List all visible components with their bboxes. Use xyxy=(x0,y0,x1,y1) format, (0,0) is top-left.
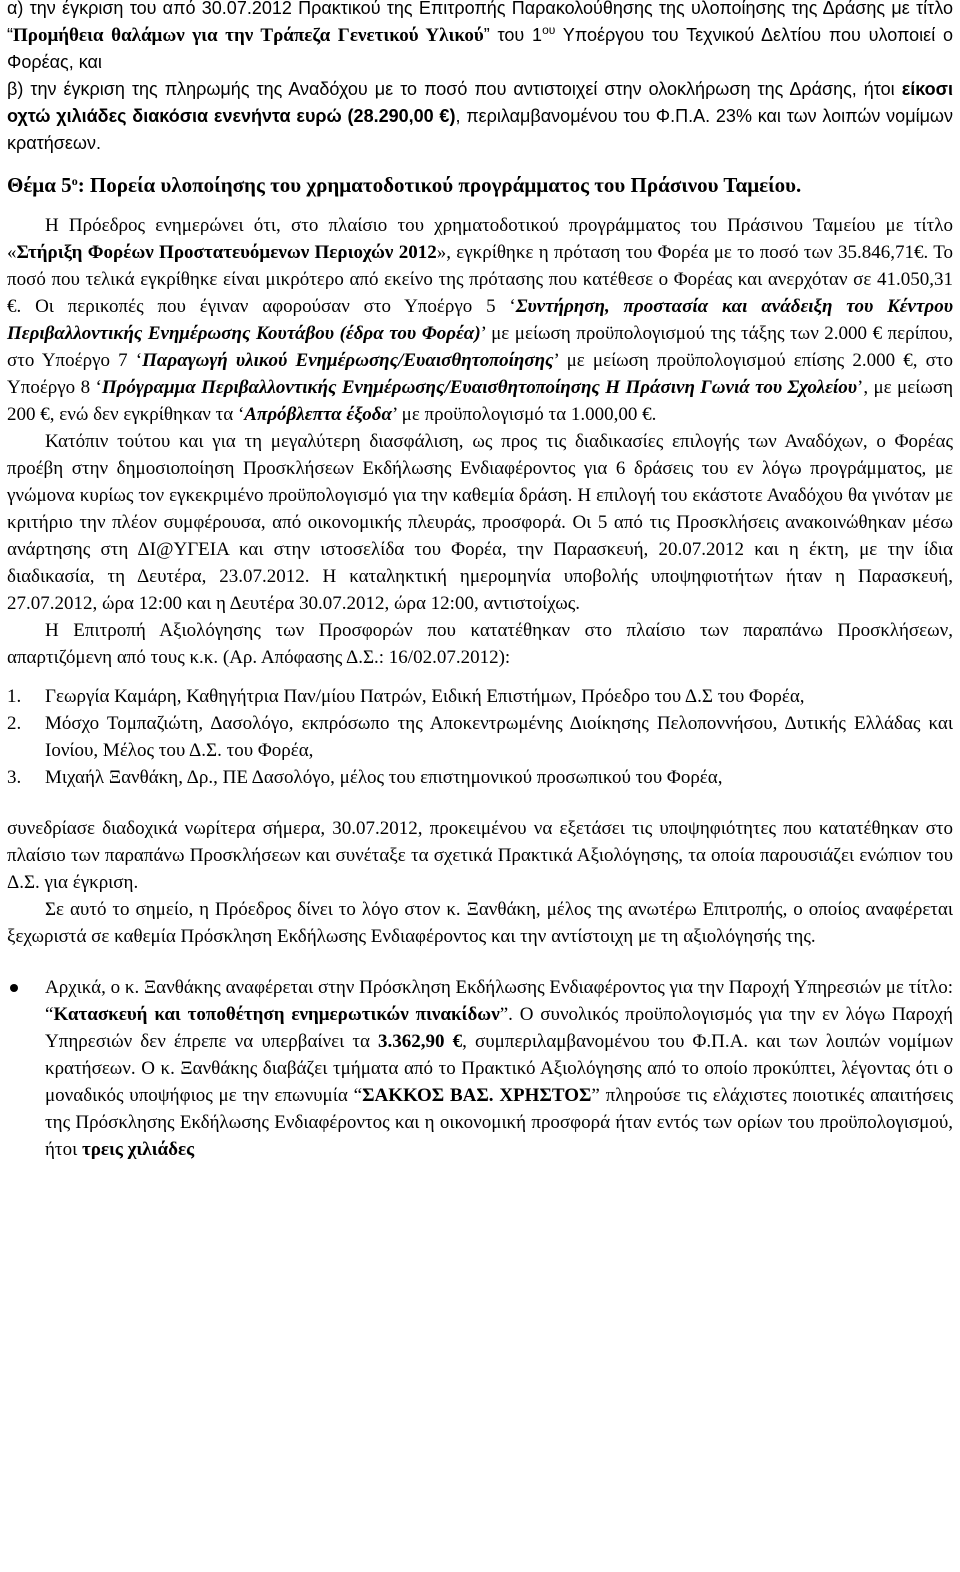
subproject-8-title: Πρόγραμμα Περιβαλλοντικής Ενημέρωσης/Ευαισθητοποίησης Η Πράσινη Γωνιά του Σχολείου xyxy=(101,377,857,398)
list-item xyxy=(7,683,953,710)
paragraph-session: συνεδρίασε διαδοχικά νωρίτερα σήμερα, 30.07.2012, προκειμένου να εξετάσει τις υποψηφιότητες που κατατέθηκαν στο πλαίσιο των παραπάνω Προσκλήσεων και συνέταξε τα σχετικά Πρακτικά Αξιολόγησης, τα οποία παρουσιάζει ενώπιον του Δ.Σ. για έγκριση. xyxy=(7,818,953,893)
spacer xyxy=(7,200,953,212)
paragraph-committee: Η Επιτροπή Αξιολόγησης των Προσφορών που κατατέθηκαν στο πλαίσιο των παραπάνω Προσκλήσεων, απαρτιζόμενη από τους κ.κ. (Αρ. Απόφασης Δ.Σ.: 16/02.07.2012): xyxy=(7,620,953,668)
budget-amount: 3.362,90 € xyxy=(378,1031,463,1052)
spacer xyxy=(7,950,953,974)
committee-members-list xyxy=(7,683,953,791)
paragraph-green-fund xyxy=(7,212,953,428)
list-item xyxy=(7,764,953,791)
service-title: Κατασκευή και τοποθέτηση ενημερωτικών πινακίδων xyxy=(53,1004,500,1025)
contractor-name: ΣΑΚΚΟΣ ΒΑΣ. ΧΡΗΣΤΟΣ xyxy=(362,1085,592,1106)
item-a-title: Προμήθεια θαλάμων για την Τράπεζα Γενετικού Υλικού xyxy=(13,25,484,46)
subproject-7-title: Παραγωγή υλικού Ενημέρωσης/Ευαισθητοποίησης xyxy=(142,350,554,371)
paragraph-text: ’ με μείωση προϋπολογισμού επίσης 2.000 €, στο Υποέργο 8 ‘ xyxy=(7,350,954,398)
topic-heading xyxy=(7,170,953,200)
topic-title: : Πορεία υλοποίησης του χρηματοδοτικού προγράμματος του Πράσινου Ταμείου. xyxy=(77,173,802,197)
spacer xyxy=(7,791,953,815)
list-item xyxy=(7,974,953,1163)
paragraph-chair: Σε αυτό το σημείο, η Πρόεδρος δίνει το λόγο στον κ. Ξανθάκη, μέλος της ανωτέρω Επιτροπής, ο οποίος αναφέρεται ξεχωριστά σε καθεμία Πρόσκληση Εκδήλωσης Ενδιαφέροντος και την αντίστοιχη με τη αξιολόγησής της. xyxy=(7,899,953,947)
list-number: 3. xyxy=(7,767,22,788)
bullet-text: Αρχικά, ο κ. Ξανθάκης αναφέρεται στην Πρόσκληση Εκδήλωσης Ενδιαφέροντος για την Παροχή Υπηρεσιών με τίτλο: “ xyxy=(45,977,953,1025)
paragraph-text: ’ με μείωση προϋπολογισμού της τάξης των 2.000 € περίπου, στο Υποέργο 7 ‘ xyxy=(7,323,954,371)
item-a-superscript: ου xyxy=(542,23,556,37)
paragraph-text: ’, με μείωση 200 €, ενώ δεν εγκρίθηκαν τα ‘ xyxy=(7,377,954,425)
paragraph-invitations: Κατόπιν τούτου και για τη μεγαλύτερη διασφάλιση, ως προς τις διαδικασίες επιλογής των Αναδόχων, ο Φορέας προέβη στην δημοσιοποίηση Προσκλήσεων Εκδήλωσης Ενδιαφέροντος για 6 δράσεις του εν λόγω προγράμματος, με γνώμονα κυρίως τον εγκεκριμένο προϋπολογισμό για την καθεμία δράση. Η επιλογή του εκάστοτε Αναδόχου θα γινόταν με κριτήριο την πλέον συμφέρουσα, από οικονομικής πλευράς, προσφορά. Οι 5 από τις Προσκλήσεις ανακοινώθηκαν μέσω ανάρτησης στη ΔΙ@ΥΓΕΙΑ και στην ιστοσελίδα του Φορέα, την Παρασκευή, 20.07.2012 και η έκτη, με την ίδια διαδικασία, τη Δευτέρα, 23.07.2012. Η καταληκτική ημερομηνία υποβολής υποψηφιοτήτων ήταν η Παρασκευή, 27.07.2012, ώρα 12:00 και η Δευτέρα 30.07.2012, ώρα 12:00, αντιστοίχως. xyxy=(7,431,953,614)
item-b-amount: είκοσι οχτώ χιλιάδες διακόσια ενενήντα ευρώ (28.290,00 €) xyxy=(7,79,953,126)
bullet-text: ” πληρούσε τις ελάχιστες ποιοτικές απαιτήσεις της Πρόσκλησης Εκδήλωσης Ενδιαφέροντος και η οικονομική προσφορά ήταν εντός των ορίων του προϋπολογισμού, ήτοι xyxy=(45,1085,953,1160)
item-a-text-3: Υποέργου του Τεχνικού Δελτίου που υλοποιεί ο Φορέας, και xyxy=(7,25,954,72)
list-number: 1. xyxy=(7,686,22,707)
list-item-text: Γεωργία Καμάρη, Καθηγήτρια Παν/μίου Πατρών, Ειδική Επιστήμων, Πρόεδρο του Δ.Σ του Φορέα, xyxy=(45,686,805,707)
list-item xyxy=(7,710,953,764)
paragraph-text: ’ με προϋπολογισμό τα 1.000,00 €. xyxy=(391,404,657,425)
topic-superscript: ο xyxy=(71,174,78,188)
topic-number: Θέμα 5 xyxy=(7,173,72,197)
item-a-text: α) την έγκριση του από 30.07.2012 Πρακτικού της Επιτροπής Παρακολούθησης της υλοποίησης της Δράσης με τίτλο “ xyxy=(7,0,953,45)
program-title: Στήριξη Φορέων Προστατευόμενων Περιοχών 2012 xyxy=(16,242,437,263)
paragraph-text: Η Πρόεδρος ενημερώνει ότι, στο πλαίσιο του χρηματοδοτικού προγράμματος του Πράσινου Ταμείου με τίτλο « xyxy=(7,215,953,263)
item-a-text-2: ” του 1 xyxy=(483,25,543,45)
item-b-paragraph xyxy=(7,76,953,157)
offer-amount-words: τρεις χιλιάδες xyxy=(81,1139,195,1160)
item-b-text-2: , περιλαμβανομένου του Φ.Π.Α. 23% και των λοιπών νομίμων κρατήσεων. xyxy=(7,106,953,153)
bullet-text: ”. Ο συνολικός προϋπολογισμός για την εν λόγω Παροχή Υπηρεσιών δεν έπρεπε να υπερβαίνει τα xyxy=(45,1004,953,1052)
document-page xyxy=(7,0,953,1163)
bullet-icon xyxy=(10,984,18,992)
bullet-text: , συμπεριλαμβανομένου του Φ.Π.Α. και των λοιπών νομίμων κρατήσεων. Ο κ. Ξανθάκης διαβάζει τμήματα από το Πρακτικό Αξιολόγησης από το οποίο προκύπτει, λέγοντας ότι ο μοναδικός υποψήφιος με την επωνυμία “ xyxy=(45,1031,954,1106)
item-a-paragraph xyxy=(7,0,953,76)
list-number: 2. xyxy=(7,713,22,734)
list-item-text: Μιχαήλ Ξανθάκη, Δρ., ΠΕ Δασολόγο, μέλος του επιστημονικού προσωπικού του Φορέα, xyxy=(45,767,723,788)
evaluation-bullets xyxy=(7,974,953,1163)
list-item-text: Μόσχο Τομπαζιώτη, Δασολόγο, εκπρόσωπο της Αποκεντρωμένης Διοίκησης Πελοποννήσου, Δυτικής Ελλάδας και Ιονίου, Μέλος του Δ.Σ. του Φορέα, xyxy=(45,713,953,761)
subproject-5-title: Συντήρηση, προστασία και ανάδειξη του Κέντρου Περιβαλλοντικής Ενημέρωσης Κουτάβου (έδρα του Φορέα) xyxy=(7,296,954,344)
paragraph-text: », εγκρίθηκε η πρόταση του Φορέα με το ποσό των 35.846,71€. Το ποσό που τελικά εγκρίθηκε είναι μικρότερο από εκείνο της πρότασης που κατέθεσε ο Φορέας και ανερχόταν σε 41.050,31 €. Οι περικοπές που έγιναν αφορούσαν στο Υποέργο 5 ‘ xyxy=(7,242,954,317)
unforeseen-expenses-title: Απρόβλεπτα έξοδα xyxy=(244,404,392,425)
item-b-text: β) την έγκριση της πληρωμής της Αναδόχου με το ποσό που αντιστοιχεί στην ολοκλήρωση της Δράσης, ήτοι xyxy=(7,79,902,99)
